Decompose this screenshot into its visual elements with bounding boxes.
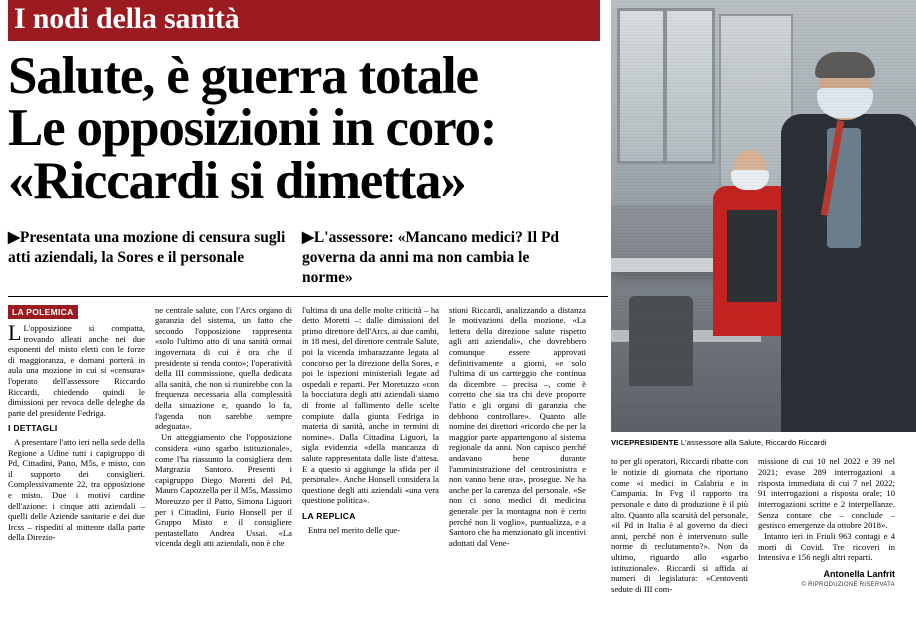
paragraph: Entra nel merito delle que- <box>308 524 401 535</box>
section-label-replica: LA REPLICA <box>302 511 356 522</box>
photo-person-medic-vest <box>727 210 777 302</box>
copyright-notice: © RIPRODUZIONE RISERVATA <box>801 582 895 589</box>
photo-caption-text: L'assessore alla Salute, Riccardo Riccardi <box>680 438 827 447</box>
article-right-column <box>611 0 916 621</box>
subheadline-group <box>8 228 608 296</box>
text-column-2 <box>155 305 292 550</box>
photo-person-assessore-hair <box>815 52 875 78</box>
paragraph: Un atteggiamento che l'opposizione considera «uno sgarbo istituzionale», come l'ha riassunto la consigliera dem Margrazia Santoro. Presenti i capigruppo Diego Moretti del Pd, Mauro Capozzella per il M5s, Massimo Moreuzzo per il Patto, Simona Liguori per i Cittadini, Furio Honsell per il Gruppo Misto e il consigliere pentastellato Andrea Ussai. «La vicenda degli atti aziendali, non è che <box>155 432 292 549</box>
section-label-polemica: LA POLEMICA <box>8 305 78 319</box>
page-title <box>8 47 608 210</box>
paragraph: missione di cui 10 nel 2022 e 39 nel 2021; evase 289 interrogazioni a risposta immediata di cui 7 nel 2022; 91 interrogazioni a risposta orale; 10 interrogazioni scritte e 2 interpellanze. Senza contare che – conclude – gestisco emergenze da ottobre 2018». <box>758 456 895 531</box>
text-column-3 <box>302 305 439 550</box>
paragraph: l'ultima di una delle molte criticità – ha detto Moretti –: dalle dimissioni del primo direttore dell'Arcs, ai due cambi, in 18 mesi, del direttore centrale Salute, poi la vicenda imbarazzante legata al concorso per la direzione della Sores, e poi le ispezioni ministeriali legate ad ospedali e reparti. Per Moretuzzo «con la bocciatura degli atti aziendali siamo di fronte al fallimento delle scelte compiute dalla giunta Fedriga in materia di sanità, anche in termini di nomine». Dalla Cittadina Liguori, la sigla evidenzia «della mancanza di salute rappresentata dalle liste d'attesa. E a questo si aggiunge la sfida per il personale». Anche Honsell considera la questione degli atti aziendali «una vera questione politica». <box>302 304 439 506</box>
paragraph <box>8 320 145 418</box>
face-mask-icon <box>731 170 769 190</box>
photo-chair <box>629 296 693 386</box>
article-main-column <box>8 0 608 621</box>
section-label-dettagli: I DETTAGLI <box>8 423 58 434</box>
photo-person-assessore <box>779 58 916 432</box>
paragraph: A presentare l'atto ieri nella sede della Regione a Udine tutti i capigruppo di Pd, Cittadini, Patto, M5s, e misto, con il supporto dei consiglieri. Complessivamente 22, tra opposizione e misto. Due i motivi cardine dell'azione: i cinque atti aziendali – quelli delle Aziende sanitarie e dei due Ircss – rispediti al mittente dalla parte della Direzio- <box>8 436 145 543</box>
subheadline-right: ▶L'assessore: «Mancano medici? Il Pd governa da anni ma non cambia le norme» <box>302 229 560 286</box>
paragraph: to per gli operatori, Riccardi ribatte con le notizie di giornata che riportano come «i medici in Calabria e in Campania. In Fvg il rapporto tra personale e dato di produzione è il più alto. Quanto alla scarsità del personale, «il Pd in Italia è al governo da dieci anni, perché non è intervenuto sulle norme di reclutamento?». Non da ultimo, riguardo allo «sgarbo istituzionale». Riccardi si affida ai numeri di legislatura: «Centoventi sedute di III com- <box>611 456 748 594</box>
article-body-right <box>611 456 916 594</box>
text-column-1 <box>8 305 145 550</box>
article-photo <box>611 0 916 432</box>
text-column-6 <box>758 456 895 594</box>
headline-line-3: «Riccardi si dimetta» <box>8 151 466 210</box>
article-kicker: I nodi della sanità <box>8 0 600 41</box>
headline-line-2: Le opposizioni in coro: <box>8 99 497 158</box>
paragraph: stioni Riccardi, analizzando a distanza le motivazioni della mozione. «La lettera della direzione salute rispetto agli atti aziendali», che dovrebbero comunque essere approvati definitivamente a giorni, «e solo l'ultima di un cartteggio che continua da dicembre – precisa –, come è corretto che sia tra chi deve proporre l'atto e gli organi di garanzia che debbono controllare». Quanto alle nomine dei direttori «ricordo che per la maggior parte appartengono al sistema regionale da anni. Non capisco perché andavano bene durante l'amministrazione del centrosinistra e non vanno bene ora», prosegue. Ne ha anche per la carenza del personale. «Se non ci sono medici di medicina generale per la montagna non è certo perché non li voglio», puntualizza, e a Santoro che ha menzionato gli incentivi adottati dal Vene- <box>449 304 586 548</box>
paragraph: ne centrale salute, con l'Arcs organo di garanzia del sistema, un fatto che secondo l'opposizione rappresenta «solo l'ultimo atto di una sanità ormai ingovernata di cui è ora che il presidente si renda conto»; l'operatività della III commissione, quella dedicata alla sanità, che non si riunirebbe con la frequenza necessaria alla complessità della situazione e, quando lo fa, l'agenda non sarebbe sempre adeguata». <box>155 304 292 432</box>
photo-window <box>617 8 715 164</box>
photo-caption <box>611 438 916 447</box>
photo-caption-lead: VICEPRESIDENTE <box>611 438 679 447</box>
paragraph: Intanto ieri in Friuli 963 contagi e 4 morti di Covid. Tre ricoveri in Intensiva e 156 negli altri reparti. <box>758 531 895 563</box>
paragraph-text: L'opposizione si compatta, trovando alleati anche nei due esponenti del misto eletti con le forze di maggioranza, e domani porterà in aula una mozione in cui si «censura» l'operato dell'assessore Riccardo Riccardi, chiedendo quindi le dimissioni per revoca delle deleghe da parte del presidente Fedriga. <box>8 323 145 418</box>
drop-cap: L <box>8 320 22 345</box>
subheadline-left: ▶Presentata una mozione di censura sugli atti aziendali, la Sores e il personale <box>8 229 286 266</box>
headline-line-1: Salute, è guerra totale <box>8 47 478 105</box>
article-byline: Antonella Lanfrit <box>823 569 895 580</box>
text-column-4 <box>449 305 586 550</box>
text-column-5 <box>611 456 748 594</box>
article-body-left <box>8 305 608 550</box>
